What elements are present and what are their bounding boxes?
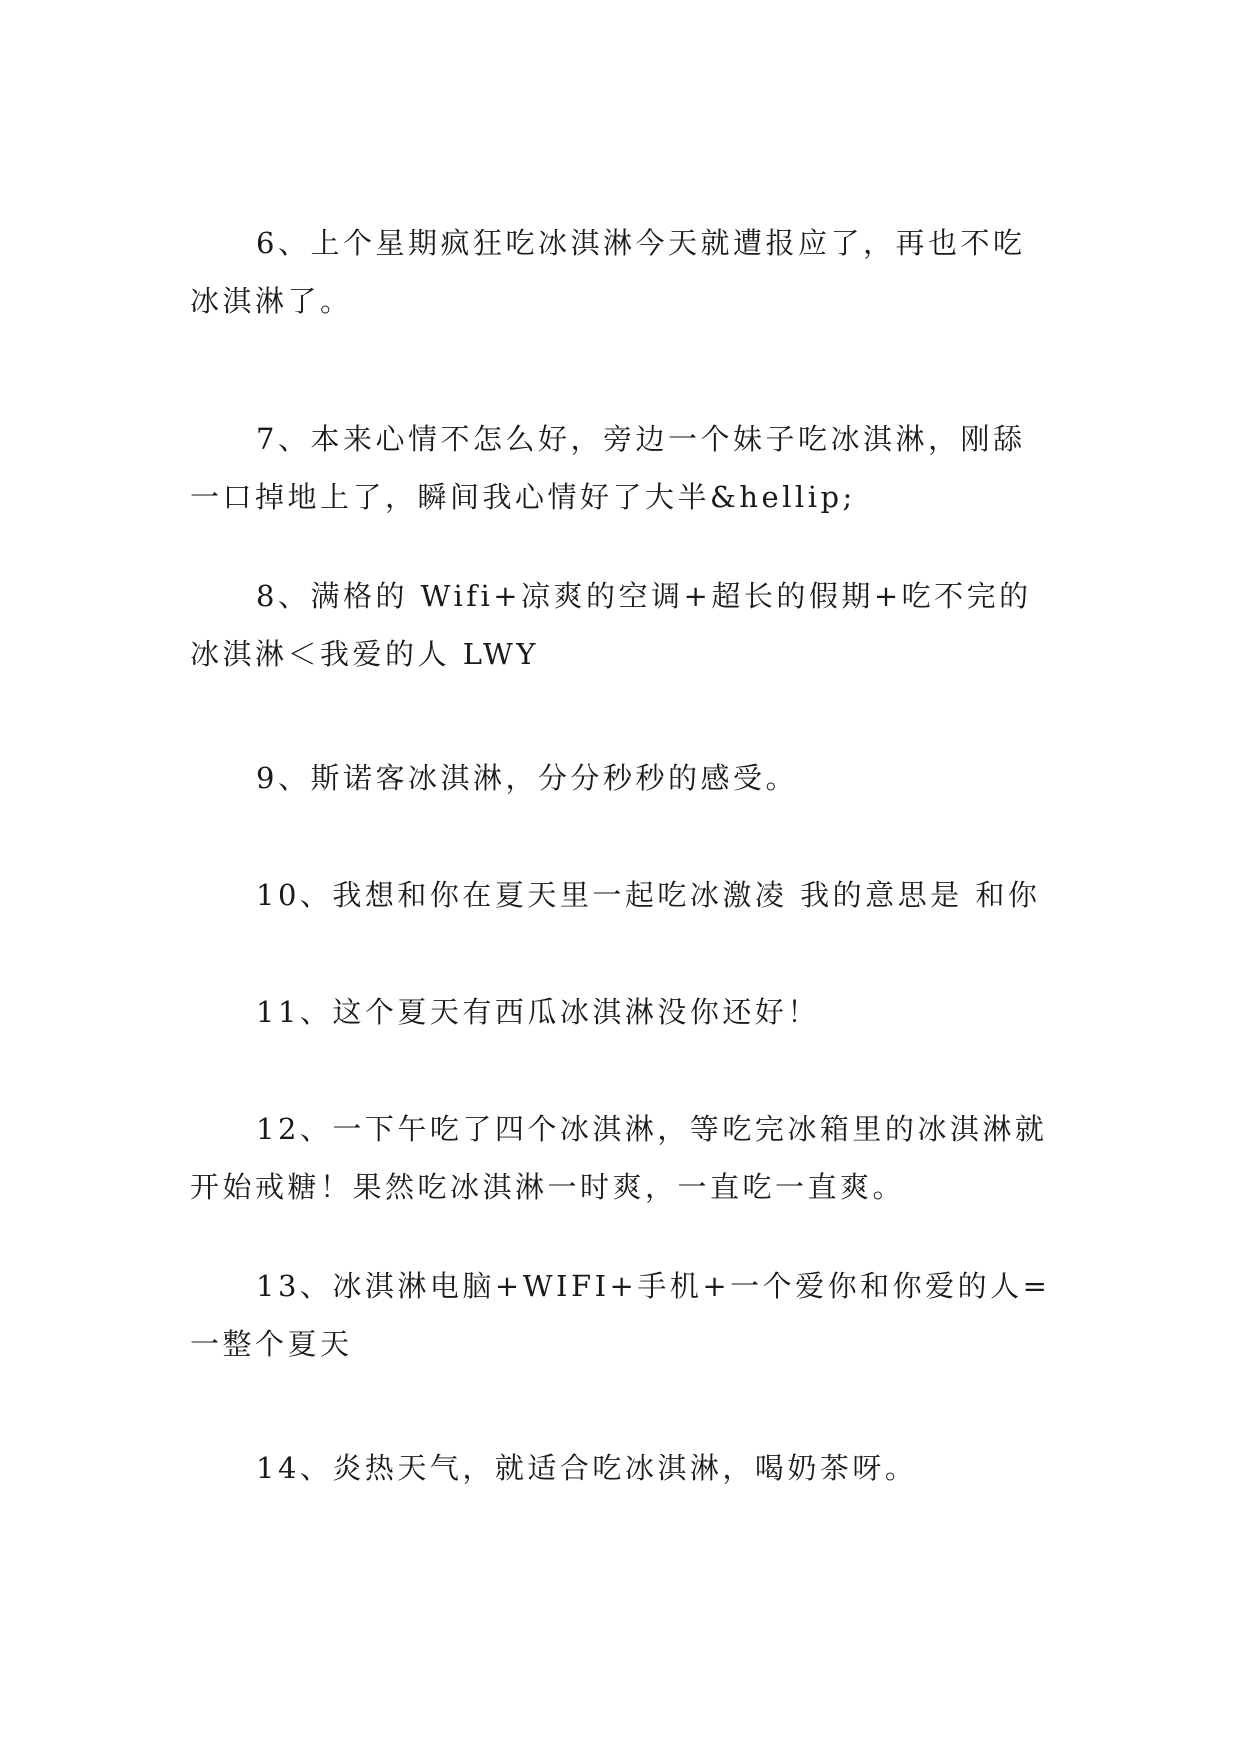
paragraph-item-8: 8、满格的 Wifi+凉爽的空调+超长的假期+吃不完的冰淇淋＜我爱的人 LWY	[190, 579, 1032, 671]
paragraph-item-6: 6、上个星期疯狂吃冰淇淋今天就遭报应了，再也不吃冰淇淋了。	[190, 226, 1026, 318]
paragraph-item-9: 9、斯诺客冰淇淋，分分秒秒的感受。	[256, 761, 798, 795]
paragraph-item-11: 11、这个夏天有西瓜冰淇淋没你还好！	[256, 995, 820, 1029]
paragraph-item-13: 13、冰淇淋电脑+WIFI+手机+一个爱你和你爱的人=一整个夏天	[190, 1269, 1051, 1361]
paragraph-item-14: 14、炎热天气，就适合吃冰淇淋，喝奶茶呀。	[256, 1451, 918, 1485]
paragraph-item-7: 7、本来心情不怎么好，旁边一个妹子吃冰淇淋，刚舔一口掉地上了，瞬间我心情好了大半&hellip;	[190, 422, 1026, 514]
paragraph-item-12: 12、一下午吃了四个冰淇淋，等吃完冰箱里的冰淇淋就开始戒糖！果然吃冰淇淋一时爽，一直吃一直爽。	[190, 1112, 1048, 1204]
paragraph-item-10: 10、我想和你在夏天里一起吃冰激凌 我的意思是 和你	[256, 878, 1041, 912]
